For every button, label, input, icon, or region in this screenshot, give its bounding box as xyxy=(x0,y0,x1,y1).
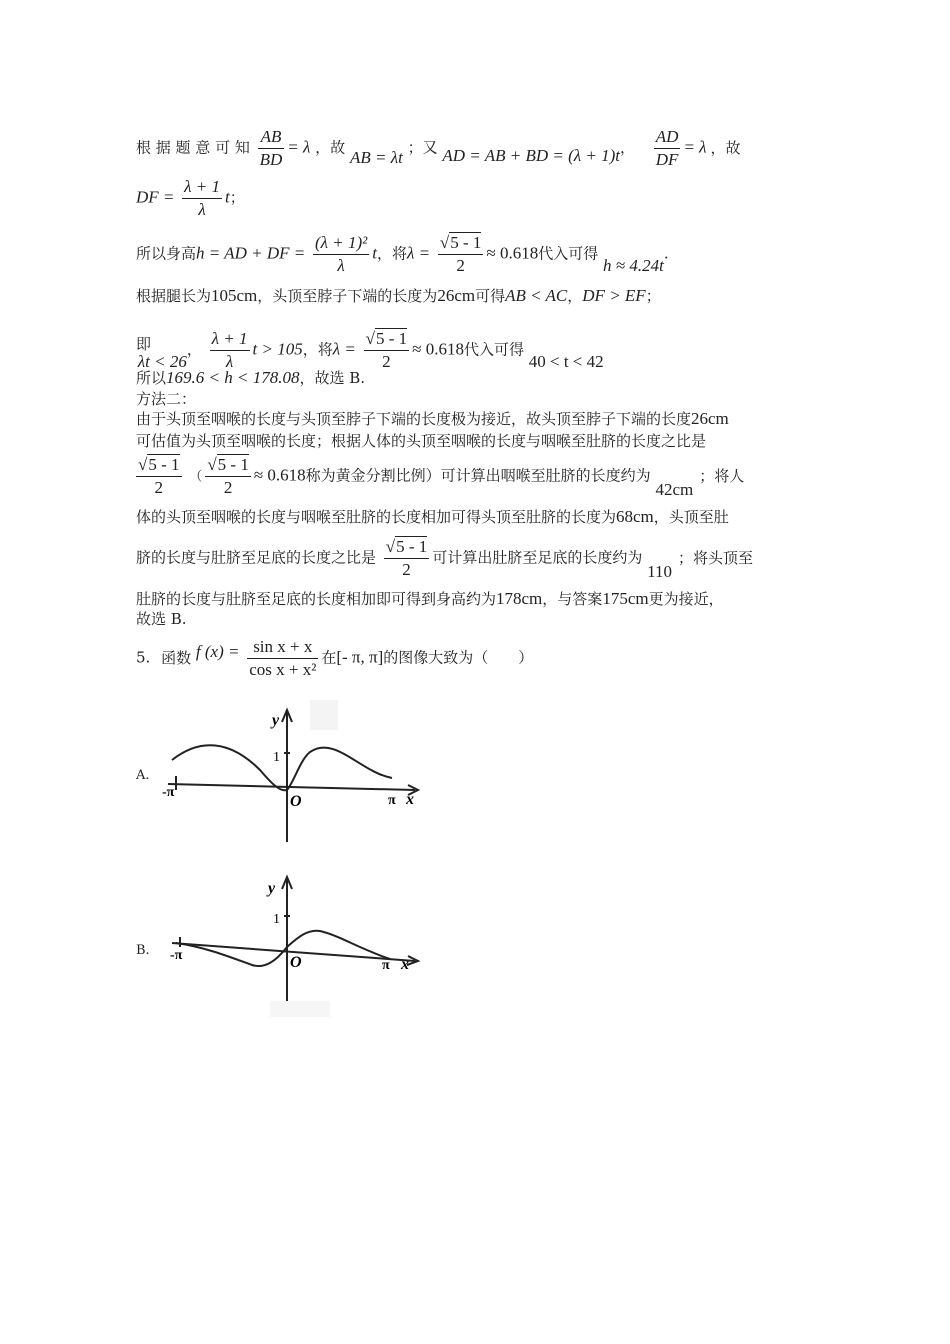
origin-label: O xyxy=(290,793,302,810)
text: 即 xyxy=(136,334,152,353)
denominator: λ xyxy=(337,256,345,275)
line-11 xyxy=(136,507,729,527)
math: AB = λt xyxy=(349,147,403,167)
text: ，故 xyxy=(315,138,346,157)
math: 68cm xyxy=(616,507,654,526)
text: ；将头顶至 xyxy=(677,548,753,567)
math: AD = AB + BD = (λ + 1)t xyxy=(442,145,620,165)
math: 26cm xyxy=(437,286,476,305)
text: 在 xyxy=(321,648,337,667)
text: 由于头顶至咽喉的长度与头顶至脖子下端的长度极为接近，故头顶至脖子下端的长度 xyxy=(136,410,692,428)
line-13 xyxy=(136,589,724,609)
math: 169.6 < h < 178.08 xyxy=(166,368,300,387)
denominator: cos x + x² xyxy=(249,660,317,679)
fraction-ab-bd xyxy=(258,126,285,171)
denominator: 2 xyxy=(456,256,465,275)
math: = λ xyxy=(683,137,707,157)
radicand: 5 - 1 xyxy=(148,455,180,474)
option-b-graph[interactable] xyxy=(160,865,430,1020)
math: DF = xyxy=(136,187,175,207)
text: 的图像大致为（ ） xyxy=(383,648,534,667)
text: . xyxy=(663,244,669,263)
math: DF > EF xyxy=(582,286,646,305)
math: 175cm xyxy=(602,589,649,608)
text: ； xyxy=(229,188,245,207)
text: ，故 xyxy=(710,138,741,157)
line-6 xyxy=(136,368,365,388)
denominator: BD xyxy=(259,150,283,169)
neg-pi-label: -π xyxy=(162,785,175,800)
denominator: 2 xyxy=(223,478,233,497)
y-label: y xyxy=(268,880,276,897)
question-number: 5. xyxy=(136,648,151,667)
text: 可得 xyxy=(475,287,506,305)
math: h = AD + DF = xyxy=(196,243,306,263)
text: 脐的长度与肚脐至足底的长度之比是 xyxy=(136,548,377,567)
y-label: y xyxy=(272,712,280,729)
math: AB < AC xyxy=(505,286,568,305)
math: t xyxy=(225,187,230,207)
text: 称为黄金分割比例）可计算出咽喉至肚脐的长度约为 xyxy=(305,466,651,485)
text: ， xyxy=(186,340,202,359)
fraction xyxy=(210,328,250,373)
text: ，与答案 xyxy=(542,590,603,608)
line-2 xyxy=(136,176,245,221)
line-4 xyxy=(136,286,661,306)
text: ； xyxy=(645,287,661,305)
math: t > 105 xyxy=(252,339,303,359)
radicand: 5 - 1 xyxy=(450,233,482,252)
math: 110 xyxy=(647,561,672,581)
golden-fraction xyxy=(384,536,430,581)
math: 178cm xyxy=(496,589,543,608)
line-7: 方法二： xyxy=(136,390,197,408)
option-a-label: A. xyxy=(136,768,150,783)
line-5 xyxy=(136,328,604,373)
function-curve xyxy=(176,931,390,966)
line-10 xyxy=(136,454,744,499)
math: ≈ 0.618 xyxy=(486,243,539,263)
numerator: AB xyxy=(258,126,285,149)
math: 26cm xyxy=(691,409,729,428)
sqrt-symbol: √ xyxy=(365,329,375,348)
math: 42cm xyxy=(655,479,694,499)
line-3 xyxy=(136,232,669,277)
text: 肚脐的长度与肚脐至足底的长度相加即可得到身高约为 xyxy=(136,590,497,608)
origin-label: O xyxy=(290,954,302,971)
sqrt-symbol: √ xyxy=(439,233,450,252)
text: 体的头顶至咽喉的长度与咽喉至肚脐的长度相加可得头顶至肚脐的长度为 xyxy=(136,508,617,526)
fraction xyxy=(313,232,369,277)
radicand: 5 - 1 xyxy=(375,329,408,348)
numerator: (λ + 1)² xyxy=(313,232,369,255)
text: ，将 xyxy=(302,340,333,359)
numerator: λ + 1 xyxy=(182,176,222,199)
line-1 xyxy=(136,126,741,171)
line-14: 故选 B. xyxy=(136,610,187,628)
option-a-graph[interactable] xyxy=(160,700,430,850)
text: （ xyxy=(189,469,203,485)
math: ≈ 0.618 xyxy=(412,339,464,359)
text: 函数 xyxy=(161,648,192,667)
y-one-label: 1 xyxy=(273,912,280,927)
denominator: 2 xyxy=(382,352,391,371)
text: ，头顶至脖子下端的长度为 xyxy=(257,287,438,305)
sqrt-symbol: √ xyxy=(138,455,148,474)
text: ， xyxy=(619,138,635,157)
math: 40 < t < 42 xyxy=(528,351,604,371)
denominator: λ xyxy=(225,352,234,371)
sqrt-symbol: √ xyxy=(385,537,396,556)
function-curve xyxy=(172,745,392,790)
golden-fraction xyxy=(205,454,251,499)
numerator: λ + 1 xyxy=(210,328,250,351)
scan-shade xyxy=(310,700,338,730)
text: 更为接近， xyxy=(648,590,724,608)
denominator: λ xyxy=(198,200,206,219)
math: h ≈ 4.24t xyxy=(603,255,664,275)
golden-fraction xyxy=(438,232,484,277)
text: 根 据 题 意 可 知 xyxy=(136,138,250,157)
text: ，故选 B. xyxy=(299,369,366,387)
x-label: x xyxy=(401,956,409,973)
math: [- π, π] xyxy=(336,647,384,667)
option-b-label: B. xyxy=(136,943,150,958)
math: ≈ 0.618 xyxy=(253,465,306,485)
radicand: 5 - 1 xyxy=(396,537,428,556)
golden-fraction xyxy=(136,454,182,499)
math: λ = xyxy=(332,339,356,359)
math: 105cm xyxy=(211,286,258,305)
text: ；又 xyxy=(407,138,438,157)
line-12 xyxy=(136,536,753,581)
math: = λ xyxy=(287,137,311,157)
text: ，头顶至肚 xyxy=(653,508,729,526)
denominator: 2 xyxy=(154,478,163,497)
text: 代入可得 xyxy=(463,340,524,359)
fraction xyxy=(182,176,222,221)
math: λ = xyxy=(407,243,431,263)
radicand: 5 - 1 xyxy=(217,455,249,474)
x-label: x xyxy=(406,791,414,808)
question-5 xyxy=(136,636,533,681)
y-one-label: 1 xyxy=(273,750,280,765)
pi-label: π xyxy=(388,793,396,808)
text: 代入可得 xyxy=(538,244,599,263)
text: 根据腿长为 xyxy=(136,287,212,305)
golden-fraction xyxy=(364,328,410,373)
text: ，将 xyxy=(376,244,407,263)
text: 可计算出肚脐至足底的长度约为 xyxy=(432,548,643,567)
numerator: AD xyxy=(654,126,681,149)
math: λt < 26 xyxy=(137,351,187,371)
line-8 xyxy=(136,409,729,429)
neg-pi-label: -π xyxy=(170,948,183,963)
text: 所以身高 xyxy=(136,244,197,263)
function-fraction xyxy=(247,636,318,681)
pi-label: π xyxy=(382,958,390,973)
text: 所以 xyxy=(136,369,167,387)
fraction-ad-df xyxy=(654,126,681,171)
line-9: 可估值为头顶至咽喉的长度；根据人体的头顶至咽喉的长度与咽喉至肚脐的长度之比是 xyxy=(136,432,707,450)
sqrt-symbol: √ xyxy=(207,455,217,474)
denominator: 2 xyxy=(402,560,411,579)
text: ；将人 xyxy=(699,466,745,485)
math: t xyxy=(372,243,377,263)
text: ， xyxy=(567,287,583,305)
denominator: DF xyxy=(655,150,679,169)
scan-shade xyxy=(270,1001,330,1017)
math: f (x) = xyxy=(195,641,240,661)
numerator: sin x + x xyxy=(247,636,318,659)
